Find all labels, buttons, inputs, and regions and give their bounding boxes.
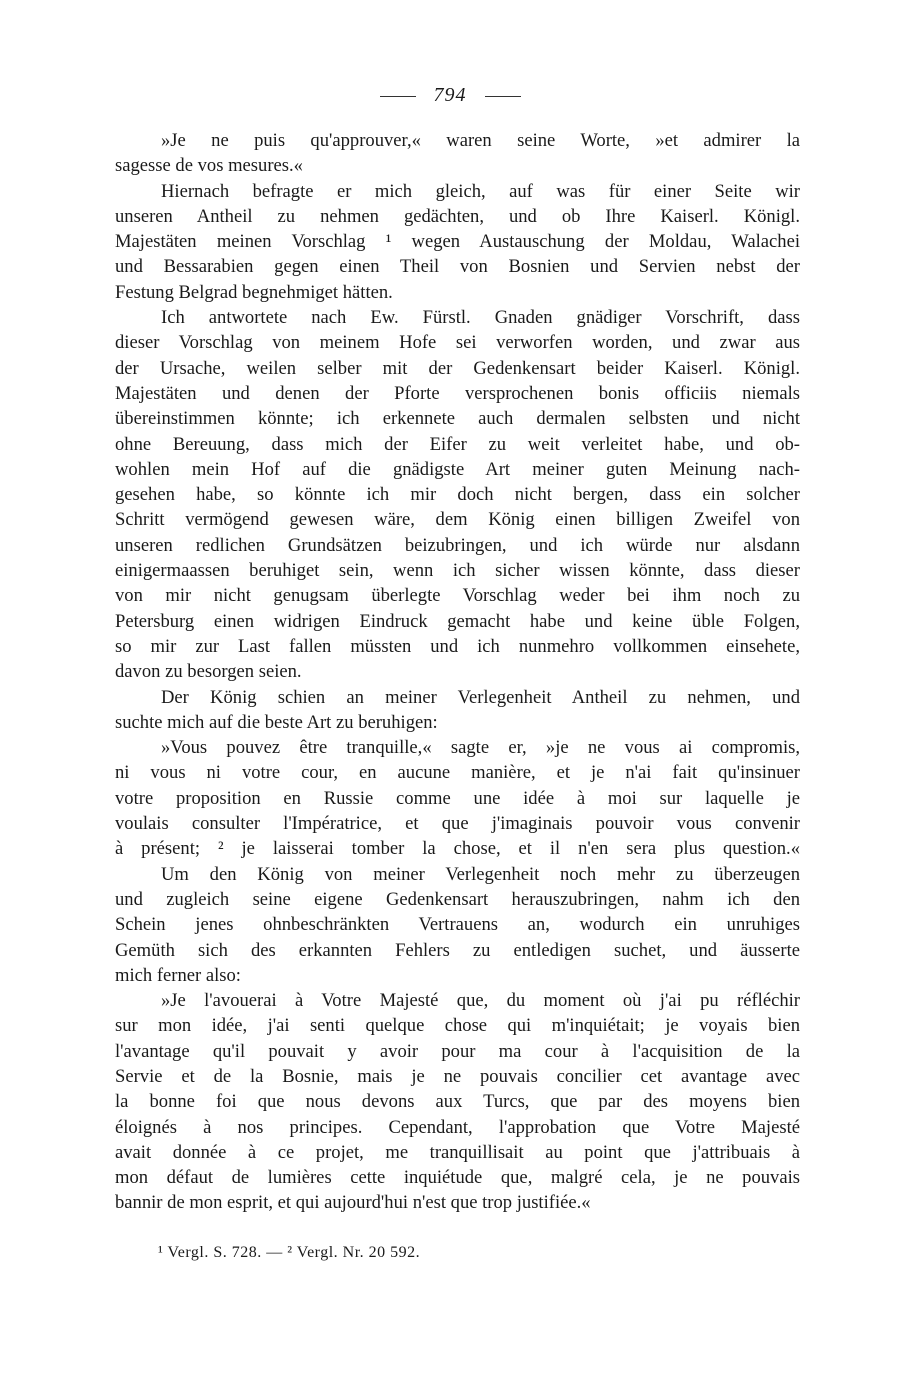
text-line: Majestäten und denen der Pforte versprochenen bonis officiis niemals xyxy=(115,382,800,404)
text-line: Petersburg einen widrigen Eindruck gemacht habe und keine üble Folgen, xyxy=(115,610,800,632)
text-line: Gemüth sich des erkannten Fehlers zu entledigen suchet, und äusserte xyxy=(115,939,800,961)
text-line: und zugleich seine eigene Gedenkensart herauszubringen, nahm ich den xyxy=(115,888,800,910)
text-line: Um den König von meiner Verlegenheit noch mehr zu überzeugen xyxy=(161,863,800,885)
text-line: ohne Bereuung, dass mich der Eifer zu weit verleitet habe, und ob- xyxy=(115,433,800,455)
text-line: mich ferner also: xyxy=(115,964,241,986)
text-line: unseren Antheil zu nehmen gedächten, und ob Ihre Kaiserl. Königl. xyxy=(115,205,800,227)
text-line: gesehen habe, so könnte ich mir doch nicht bergen, dass ein solcher xyxy=(115,484,800,506)
text-line: Schritt vermögend gewesen wäre, dem König einen billigen Zweifel von xyxy=(115,509,800,531)
text-line: la bonne foi que nous devons aux Turcs, que par des moyens bien xyxy=(115,1091,800,1113)
body-text xyxy=(115,128,800,1216)
text-line: »Vous pouvez être tranquille,« sagte er, »je ne vous ai compromis, xyxy=(161,737,800,759)
text-line: à présent; ² je laisserai tomber la chose, et il n'en sera plus question.« xyxy=(115,838,800,860)
text-line: Hiernach befragte er mich gleich, auf was für einer Seite wir xyxy=(161,180,800,202)
text-line: bannir de mon esprit, et qui aujourd'hui n'est que trop justifiée.« xyxy=(115,1192,591,1214)
text-line: wohlen mein Hof auf die gnädigste Art meiner guten Meinung nach- xyxy=(115,458,800,480)
text-line: übereinstimmen könnte; ich erkennete auch dermalen selbsten und nicht xyxy=(115,408,800,430)
text-line: votre proposition en Russie comme une idée à moi sur laquelle je xyxy=(115,787,800,809)
text-line: mon défaut de lumières cette inquiétude que, malgré cela, je ne pouvais xyxy=(115,1167,800,1189)
text-line: »Je l'avouerai à Votre Majesté que, du moment où j'ai pu réfléchir xyxy=(161,990,800,1012)
text-line: einigermaassen beruhiget sein, wenn ich sicher wissen könnte, dass dieser xyxy=(115,560,800,582)
text-line: dieser Vorschlag von meinem Hofe sei verworfen worden, und zwar aus xyxy=(115,332,800,354)
text-line: sagesse de vos mesures.« xyxy=(115,155,303,177)
text-line: éloignés à nos principes. Cependant, l'approbation que Votre Majesté xyxy=(115,1116,800,1138)
text-line: voulais consulter l'Impératrice, et que j'imaginais pouvoir vous convenir xyxy=(115,813,800,835)
header-rule-left xyxy=(380,96,416,97)
text-line: der Ursache, weilen selber mit der Gedenkensart beider Kaiserl. Königl. xyxy=(115,357,800,379)
text-line: Der König schien an meiner Verlegenheit Antheil zu nehmen, und xyxy=(161,686,800,708)
text-line: sur mon idée, j'ai senti quelque chose qui m'inquiétait; je voyais bien xyxy=(115,1015,800,1037)
text-line: so mir zur Last fallen müssten und ich nunmehro vollkommen einsehete, xyxy=(115,635,800,657)
header-rule-right xyxy=(485,96,521,97)
text-line: davon zu besorgen seien. xyxy=(115,661,302,683)
text-line: ni vous ni votre cour, en aucune manière, et je n'ai fait qu'insinuer xyxy=(115,762,800,784)
text-line: Schein jenes ohnbeschränkten Vertrauens an, wodurch ein unruhiges xyxy=(115,914,800,936)
page-number: 794 xyxy=(433,84,467,106)
text-line: Servie et de la Bosnie, mais je ne pouvais concilier cet avantage avec xyxy=(115,1065,800,1087)
text-line: avait donnée à ce projet, me tranquillisait au point que j'attribuais à xyxy=(115,1141,800,1163)
text-line: »Je ne puis qu'approuver,« waren seine Worte, »et admirer la xyxy=(161,130,800,151)
footnotes: ¹ Vergl. S. 728. — ² Vergl. Nr. 20 592. xyxy=(158,1244,421,1261)
page-header xyxy=(0,84,900,107)
text-line: suchte mich auf die beste Art zu beruhigen: xyxy=(115,711,438,733)
text-line: l'avantage qu'il pouvait y avoir pour ma cour à l'acquisition de la xyxy=(115,1040,800,1062)
text-line: von mir nicht genugsam überlegte Vorschlag weder bei ihm noch zu xyxy=(115,585,800,607)
text-line: Ich antwortete nach Ew. Fürstl. Gnaden gnädiger Vorschrift, dass xyxy=(161,307,800,329)
text-line: unseren redlichen Grundsätzen beizubringen, und ich würde nur alsdann xyxy=(115,534,800,556)
text-line: Festung Belgrad begnehmiget hätten. xyxy=(115,281,393,303)
text-line: Majestäten meinen Vorschlag ¹ wegen Austauschung der Moldau, Walachei xyxy=(115,231,800,253)
text-line: und Bessarabien gegen einen Theil von Bosnien und Servien nebst der xyxy=(115,256,800,278)
